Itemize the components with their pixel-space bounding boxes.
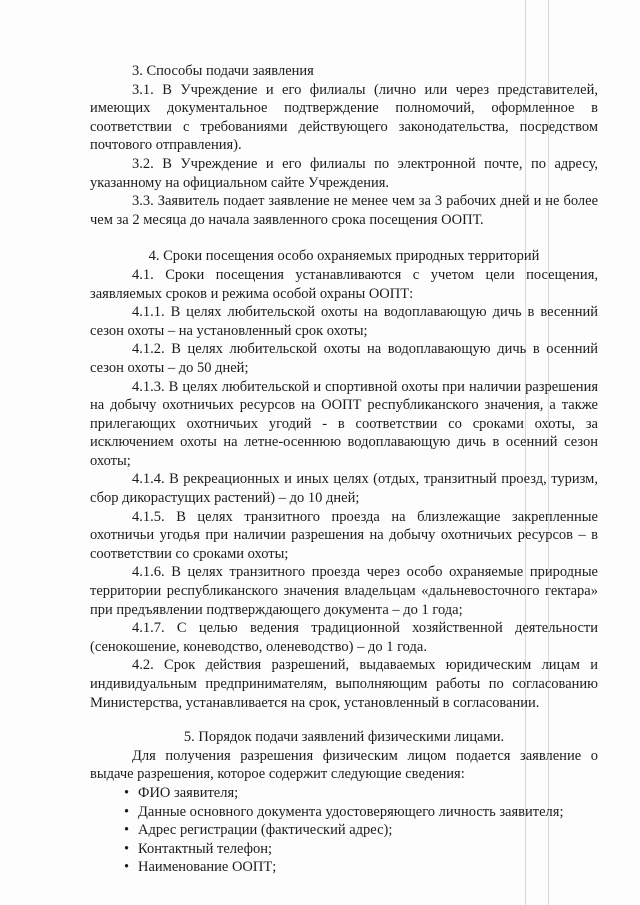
paragraph-4-1-5: 4.1.5. В целях транзитного проезда на близлежащие закрепленные охотничьи угодья при наличии разрешения на добычу охотничьих ресурсов – в соответствии со сроками охоты; (90, 508, 598, 562)
list-item (124, 803, 598, 822)
bullet-icon: • (124, 784, 130, 801)
section-4-heading: 4. Сроки посещения особо охраняемых природных территорий (148, 248, 540, 265)
paragraph-4-1-1: 4.1.1. В целях любительской охоты на водоплавающую дичь в весенний сезон охоты – на установленный срок охоты; (90, 304, 598, 339)
paragraph-4-1-4: 4.1.4. В рекреационных и иных целях (отдых, транзитный проезд, туризм, сбор дикорастущих растений) – до 10 дней; (90, 471, 598, 507)
bullet-icon: • (124, 859, 130, 876)
list-item (124, 858, 598, 877)
paragraph-4-2: 4.2. Срок действия разрешений, выдаваемых юридическим лицам и индивидуальным предпринимателям, выполняющим работы по согласованию Министерства, устанавливается на срок, установленный в согласовании. (90, 657, 598, 711)
paragraph-4-1-6: 4.1.6. В целях транзитного проезда через особо охраняемые природные территории республиканского значения владельцам «дальневосточного гектара» при предъявлении подтверждающего документа – до 1 года; (90, 564, 598, 618)
paragraph-4-1-3: 4.1.3. В целях любительской и спортивной охоты при наличии разрешения на добычу охотничьих ресурсов на ООПТ республиканского значения, а также прилегающих охотничьих угодий - в соответствии со сроками охоты, за исключением охоты на летне-осеннюю водоплавающую дичь в осенний сезон охоты; (90, 378, 598, 469)
list-item-text: ФИО заявителя; (138, 784, 239, 801)
paragraph-5-intro: Для получения разрешения физическим лицом подается заявление о выдаче разрешения, которое содержит следующие сведения: (90, 747, 598, 783)
section-3-heading: 3. Способы подачи заявления (132, 63, 314, 79)
list-item-text: Наименование ООПТ; (138, 859, 277, 876)
document-body (90, 62, 598, 877)
list-item-text: Контактный телефон; (138, 840, 273, 857)
section-5-heading: 5. Порядок подачи заявлений физическими лицами. (183, 729, 505, 746)
spacer (90, 712, 598, 728)
bullet-icon: • (124, 840, 130, 857)
bullet-icon: • (124, 822, 130, 839)
paragraph-4-1: 4.1. Сроки посещения устанавливаются с учетом цели посещения, заявляемых сроков и режима особой охраны ООПТ: (90, 266, 598, 302)
list-item (124, 784, 598, 803)
bullet-icon: • (124, 803, 130, 820)
list-item-text: Адрес регистрации (фактический адрес); (138, 822, 393, 839)
required-info-list (90, 784, 598, 877)
list-item (124, 821, 598, 840)
paragraph-3-1: 3.1. В Учреждение и его филиалы (лично или через представителей, имеющих документальное подтверждение полномочий, оформленное в соответствии с требованиями действующего законодательства, посредством почтового отправления). (90, 81, 598, 154)
paragraph-3-2: 3.2. В Учреждение и его филиалы по электронной почте, по адресу, указанному на официальном сайте Учреждения. (90, 155, 598, 191)
paragraph-4-1-2: 4.1.2. В целях любительской охоты на водоплавающую дичь в осенний сезон охоты – до 50 дней; (90, 341, 598, 376)
paragraph-4-1-7: 4.1.7. С целью ведения традиционной хозяйственной деятельности (сенокошение, коневодство, оленеводство) – до 1 года. (90, 620, 598, 655)
list-item (124, 840, 598, 859)
spacer (90, 229, 598, 247)
list-item-text: Данные основного документа удостоверяющего личность заявителя; (138, 803, 564, 820)
paragraph-3-3: 3.3. Заявитель подает заявление не менее чем за 3 рабочих дней и не более чем за 2 месяца до начала заявленного срока посещения ООПТ. (90, 193, 598, 228)
